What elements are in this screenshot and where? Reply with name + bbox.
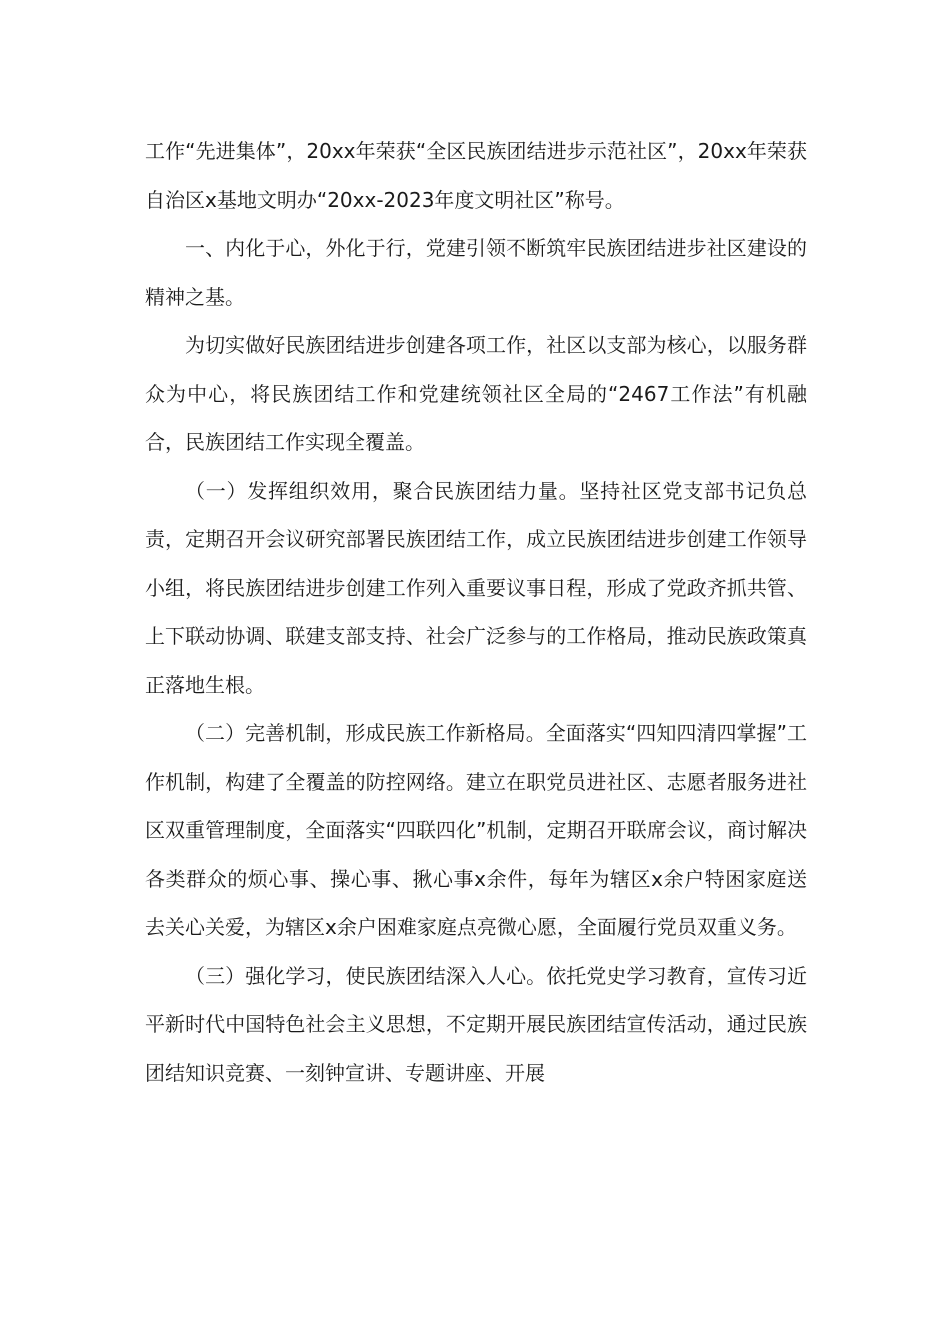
document-body — [145, 127, 807, 1097]
paragraph-item-two: （二）完善机制，形成民族工作新格局。全面落实“四知四清四掌握”工作机制，构建了全覆盖的防控网络。建立在职党员进社区、志愿者服务进社区双重管理制度，全面落实“四联四化”机制，定期召开联席会议，商讨解决各类群众的烦心事、操心事、揪心事x余件，每年为辖区x余户特困家庭送去关心关爱，为辖区x余户困难家庭点亮微心愿，全面履行党员双重义务。 — [145, 721, 807, 939]
paragraph-section-one-heading: 一、内化于心，外化于行，党建引领不断筑牢民族团结进步社区建设的精神之基。 — [145, 236, 807, 309]
paragraph-item-one: （一）发挥组织效用，聚合民族团结力量。坚持社区党支部书记负总责，定期召开会议研究部署民族团结工作，成立民族团结进步创建工作领导小组，将民族团结进步创建工作列入重要议事日程，形成了党政齐抓共管、上下联动协调、联建支部支持、社会广泛参与的工作格局，推动民族政策真正落地生根。 — [145, 478, 807, 697]
paragraph-item-three: （三）强化学习，使民族团结深入人心。依托党史学习教育，宣传习近平新时代中国特色社会主义思想，不定期开展民族团结宣传活动，通过民族团结知识竞赛、一刻钟宣讲、专题讲座、开展 — [145, 963, 807, 1085]
paragraph-section-one-body: 为切实做好民族团结进步创建各项工作，社区以支部为核心，以服务群众为中心，将民族团结工作和党建统领社区全局的“2467工作法”有机融合，民族团结工作实现全覆盖。 — [145, 333, 807, 454]
paragraph-intro-continuation: 工作“先进集体”，20xx年荣获“全区民族团结进步示范社区”，20xx年荣获自治区x基地文明办“20xx-2023年度文明社区”称号。 — [145, 139, 807, 212]
